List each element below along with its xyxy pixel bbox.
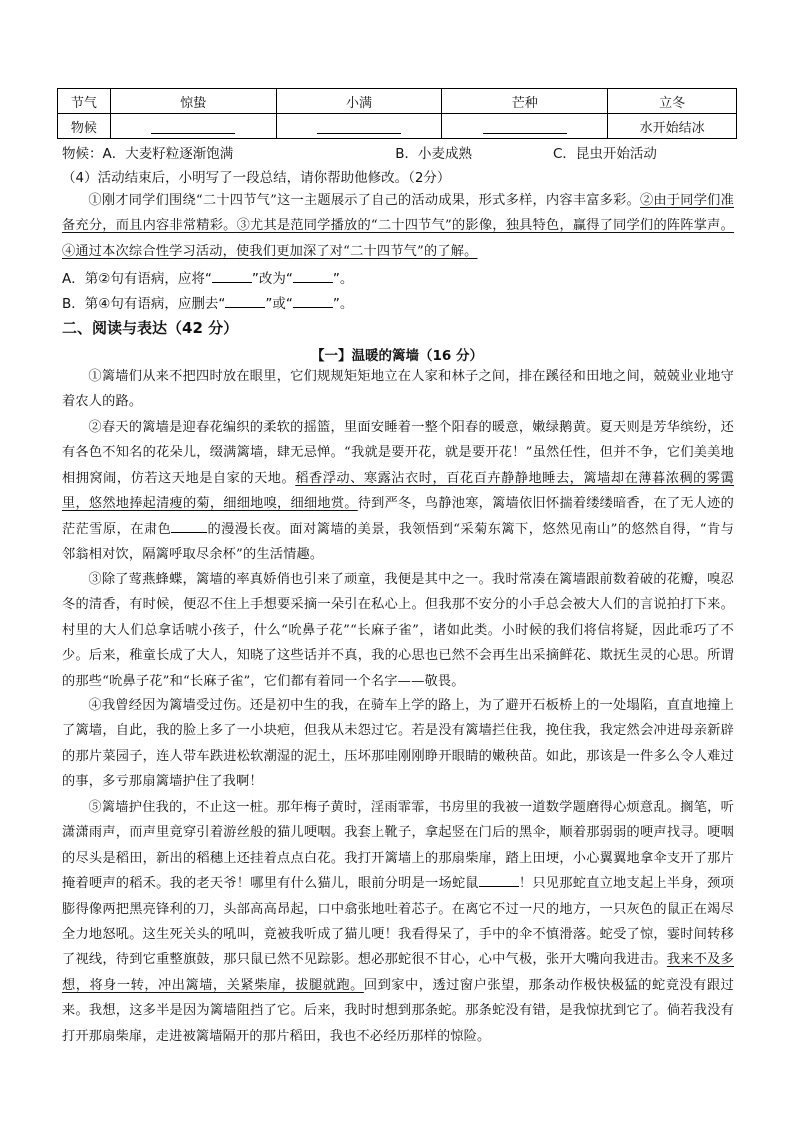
- answer-blank[interactable]: [110, 114, 276, 139]
- table-row: [58, 114, 737, 139]
- paragraph-4: ④我曾经因为篱墙受过伤。还是初中生的我，在骑车上学的路上，为了避开石板桥上的一处塌陷，直直地撞上了篱墙，自此，我的脸上多了一小块疤，但我从未怨过它。若是没有篱墙拦住我，挽住我，我定然会冲进母亲新辟的那片菜园子，连人带车跌进松软潮湿的泥土，压坏那哇刚刚睁开眼睛的嫩秧苗。如此，那该是一件多么令人难过的事，多亏那扇篱墙护住了我啊！: [62, 698, 734, 790]
- paragraph-3: ③除了莺燕蜂蝶，篱墙的率真娇俏也引来了顽童，我便是其中之一。我时常凑在篱墙跟前数着破的花瓣，嗅忍冬的清香，有时候，便忍不住上手想要采摘一朵引在私心上。但我那不安分的小手总会被大人们的言说拍打下来。村里的大人们总拿话唬小孩子，什么“吮鼻子花”“长麻子雀”，诸如此类。小时候的我们将信将疑，因此乖巧了不少。后来，稚童长成了大人，知晓了这些话并不真，我的心思也已然不会再生出采摘鲜花、欺抚生灵的心思。所谓的那些“吮鼻子花”和“长麻子雀”，它们都有着同一个名字——敬畏。: [62, 572, 734, 689]
- table-cell: 水开始结冰: [608, 114, 737, 139]
- option-a: A．第②句有语病，应将“ ”改为“ ”。: [62, 271, 354, 287]
- answer-blank[interactable]: [171, 520, 207, 533]
- answer-blank[interactable]: [479, 874, 519, 887]
- solar-terms-table: [57, 88, 737, 139]
- summary-sentence: ①刚才同学们围绕“二十四节气”这一主题展示了自己的活动成果，形式多样，内容丰富多彩。: [88, 193, 640, 208]
- table-cell: 立冬: [608, 89, 737, 114]
- paragraph-5: ⑤篱墙护住我的，不止这一桩。那年梅子黄时，淫雨霏霏，书房里的我被一道数学题磨得心烦意乱。搁笔，听潇潇雨声，而声里竟穿引着游丝般的猫儿哽咽。我套上靴子，拿起竖在门后的黑伞，顺着那弱弱的哽声找寻。哽咽的尽头是稻田，新出的稻穗上还挂着点点白花。我打开篱墙上的那扇柴扉，踏上田埂，小心翼翼地拿伞支开了那片掩着哽声的稻禾。我的老天爷！哪里有什么猫儿，眼前分明是一场蛇鼠 ！只见那蛇直立地支起上半身，颈项膨得像两把黑亮锋利的刀，头部高高昂起，口中翕张地吐着芯子。在离它不过一尺的地方，一只灰色的鼠正在竭尽全力地怒吼。这生死关头的吼叫，竟被我听成了猫儿哽！我看得呆了，手中的伞不慎滑落。蛇受了惊，霎时间转移了视线，待到它重整旗鼓，那只鼠已然不见踪影。想必那蛇很不甘心，心中气极，张开大嘴向我进击。我来不及多想，将身一转，冲出篱墙，关紧柴扉，拔腿就跑。回到家中，透过窗户张望，那条动作极快极猛的蛇竟没有跟过来。我想，这多半是因为篱墙阻挡了它。后来，我时时想到那条蛇。那条蛇没有错，是我惊扰到它了。倘若我没有打开那扇柴扉，走进被篱墙隔开的那片稻田，我也不必经历那样的惊险。: [62, 800, 735, 1044]
- table-cell: 惊蛰: [110, 89, 276, 114]
- table-cell: 芒种: [442, 89, 608, 114]
- answer-blank[interactable]: [276, 114, 442, 139]
- passage-title: 【一】温暖的篱墙（16 分）: [311, 348, 483, 364]
- question-4-stem: （4）活动结束后，小明写了一段总结，请你帮助他修改。（2分）: [62, 170, 451, 186]
- paragraph-1: ①篱墙们从来不把四时放在眼里，它们规规矩矩地立在人家和林子之间，排在蹊径和田地之间，兢兢业业地守着农人的路。: [62, 369, 734, 410]
- answer-blank[interactable]: [225, 295, 265, 308]
- table-row: [58, 89, 737, 114]
- section-title: 二、阅读与表达（42 分）: [62, 319, 239, 337]
- answer-blank[interactable]: [293, 295, 333, 308]
- summary-sentence: ③尤其是范同学播放的“二十四节气”的影像，独具特色，赢得了同学们的阵阵掌声。: [236, 218, 734, 234]
- summary-sentence: ②由于同学们准备充分，而且内容非常精彩。: [62, 193, 734, 234]
- summary-sentence: ④通过本次综合性学习活动，使我们更加深了对“二十四节气”的了解。: [62, 243, 478, 259]
- answer-blank[interactable]: [212, 270, 252, 283]
- answer-blank[interactable]: [442, 114, 608, 139]
- phenology-options: 物候：A．大麦籽粒逐渐饱满 B．小麦成熟 C．昆虫开始活动: [62, 146, 657, 162]
- table-cell: 物候: [58, 114, 111, 139]
- answer-blank[interactable]: [293, 270, 333, 283]
- paragraph-2: ②春天的篱墙是迎春花编织的柔软的摇篮，里面安睡着一整个阳春的暖意，嫩绿鹅黄。夏天则是芳华缤纷，还有各色不知名的花朵儿，缀满篱墙，肆无忌惮。“我就是要开花，就是要开花！”虽然任性，但并不争，它们美美地相拥窝闹，仿若这天地是自家的天地。稻香浮动、寒露沾衣时，百花百卉静静地睡去，篱墙却在薄暮浓稠的雾霭里，悠然地捧起清瘦的菊，细细地嗅，细细地赏。待到严冬，鸟静池寒，篱墙依旧怀揣着缕缕暗香，在了无人迹的茫茫雪原，在肃色 的漫漫长夜。面对篱墙的美景，我领悟到“采菊东篱下，悠然见南山”的悠然自得，“肯与邻翁相对饮，隔篱呼取尽余杯”的生活情趣。: [62, 420, 734, 563]
- table-cell: 节气: [58, 89, 111, 114]
- summary-paragraph: [62, 188, 734, 264]
- table-cell: 小满: [276, 89, 442, 114]
- option-b: B．第④句有语病，应删去“ ”或“ ”。: [62, 296, 354, 312]
